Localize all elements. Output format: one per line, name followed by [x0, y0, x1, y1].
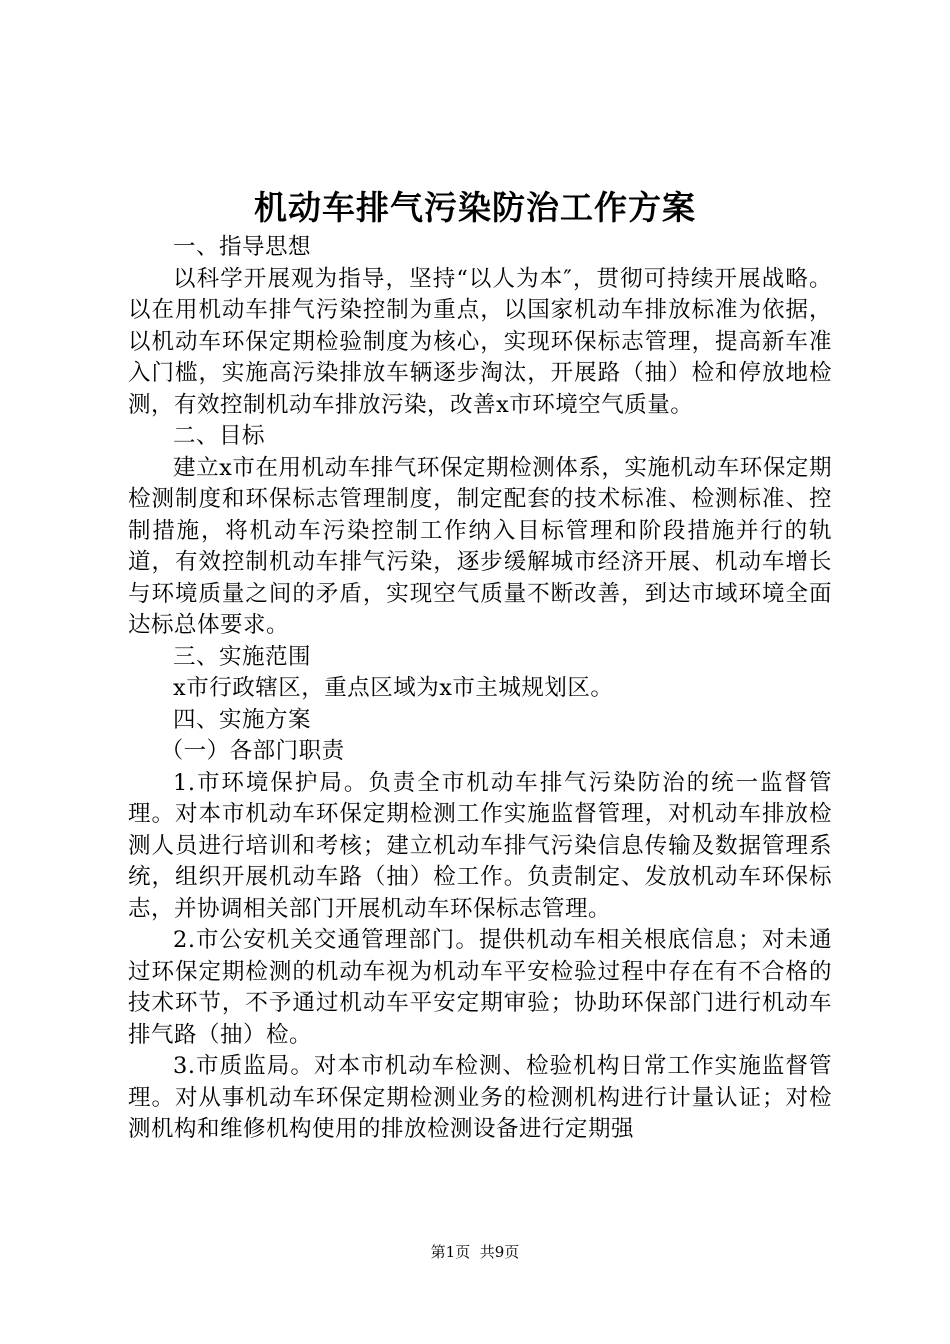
document-body [128, 232, 832, 1146]
paragraph-scope: x市行政辖区，重点区域为x市主城规划区。 [173, 675, 614, 701]
section-heading-plan: 四、实施方案 [173, 706, 312, 733]
subsection-heading-responsibilities: （一）各部门职责 [160, 738, 345, 764]
paragraph-guiding-ideology: 以科学开展观为指导，坚持“以人为本″，贯彻可持续开展战略。以在用机动车排气污染控制为重点，以国家机动车排放标准为依据，以机动车环保定期检验制度为核心，实现环保标志管理，提高新车准入门槛，实施高污染排放车辆逐步淘汰，开展路（抽）检和停放地检测，有效控制机动车排放污染，改善x市环境空气质量。 [128, 265, 832, 418]
page-number: 第1页 [430, 1243, 471, 1261]
paragraph-item-2: 2.市公安机关交通管理部门。提供机动车相关根底信息；对未通过环保定期检测的机动车视为机动车平安检验过程中存在有不合格的技术环节，不予通过机动车平安定期审验；协助环保部门进行机动车排气路（抽）检。 [128, 927, 832, 1048]
section-heading-goals: 二、目标 [173, 423, 266, 449]
paragraph-item-3: 3.市质监局。对本市机动车检测、检验机构日常工作实施监督管理。对从事机动车环保定期检测业务的检测机构进行计量认证；对检测机构和维修机构使用的排放检测设备进行定期强 [128, 1053, 832, 1142]
page-total: 共9页 [479, 1243, 520, 1261]
section-heading-scope: 三、实施范围 [173, 643, 312, 670]
section-heading-guiding-ideology: 一、指导思想 [173, 234, 312, 260]
document-title: 机动车排气污染防治工作方案 [254, 188, 696, 227]
page-footer [0, 1242, 950, 1262]
paragraph-item-1: 1.市环境保护局。负责全市机动车排气污染防治的统一监督管理。对本市机动车环保定期检测工作实施监督管理，对机动车排放检测人员进行培训和考核；建立机动车排气污染信息传输及数据管理系统，组织开展机动车路（抽）检工作。负责制定、发放机动车环保标志，并协调相关部门开展机动车环保标志管理。 [128, 769, 832, 922]
paragraph-goals: 建立x市在用机动车排气环保定期检测体系，实施机动车环保定期检测制度和环保标志管理制度，制定配套的技术标准、检测标准、控制措施，将机动车污染控制工作纳入目标管理和阶段措施并行的轨道，有效控制机动车排气污染，逐步缓解城市经济开展、机动车增长与环境质量之间的矛盾，实现空气质量不断改善，到达市域环境全面达标总体要求。 [128, 454, 832, 638]
